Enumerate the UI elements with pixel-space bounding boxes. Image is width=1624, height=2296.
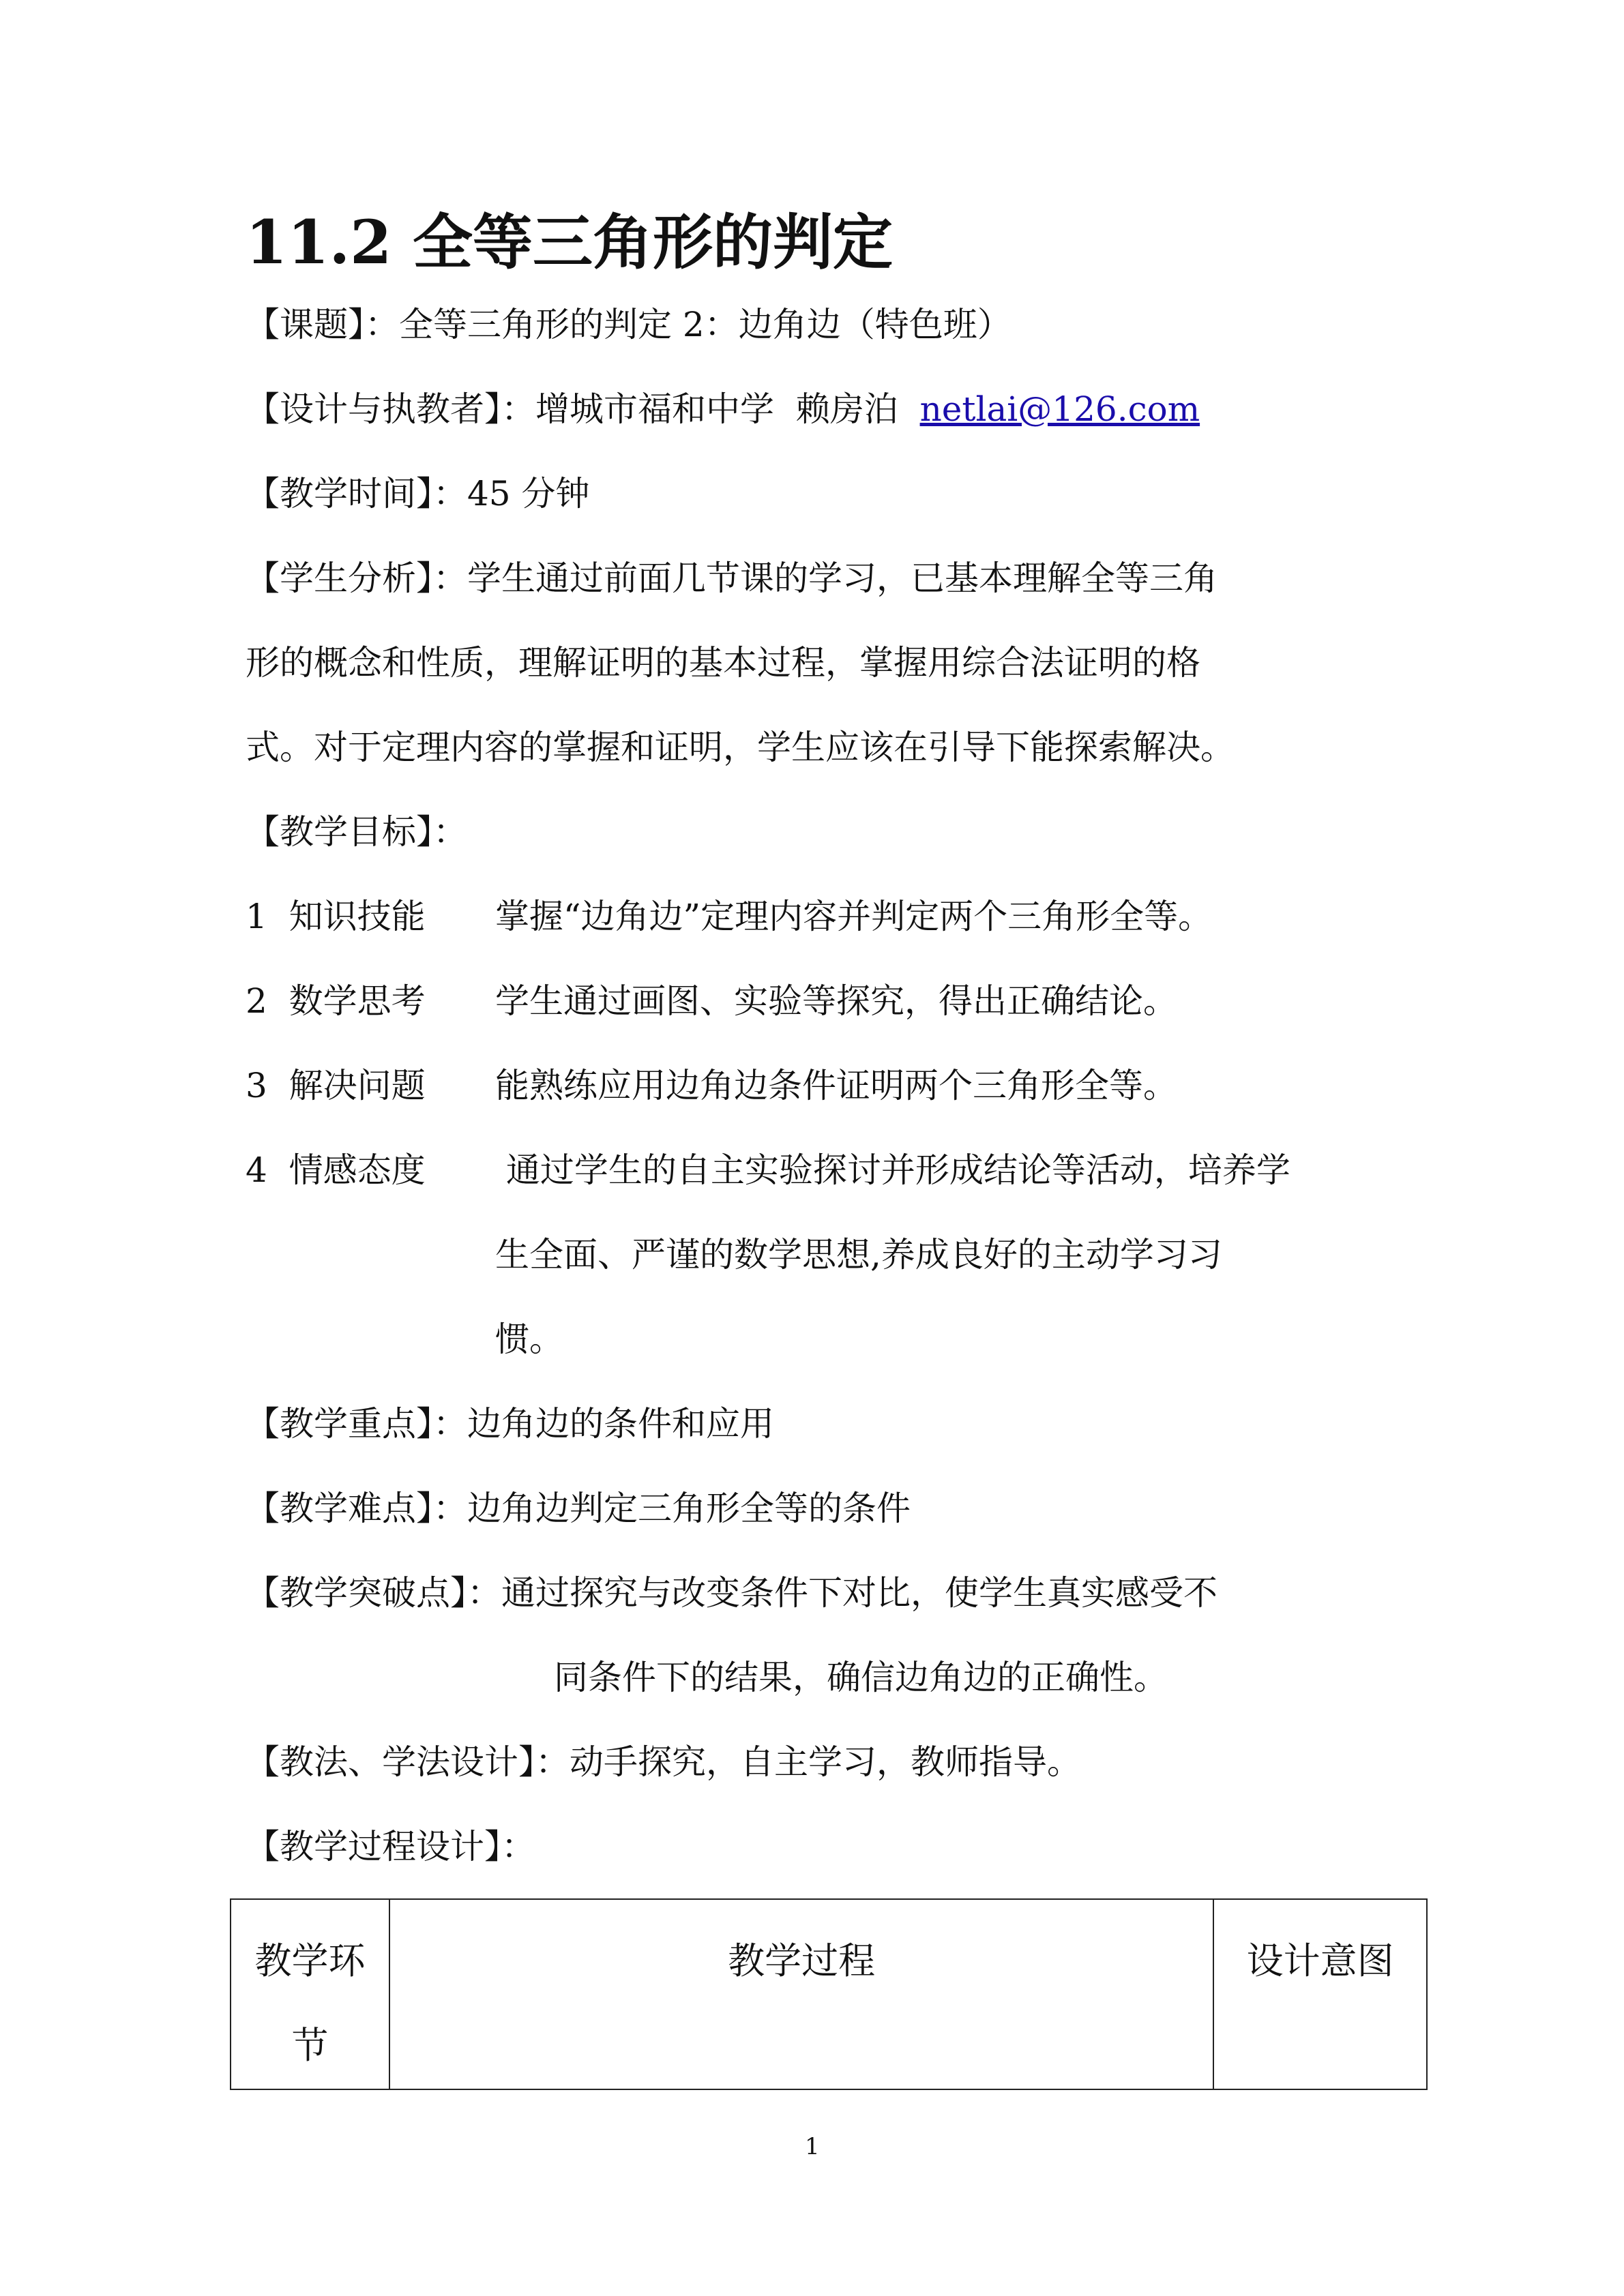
breakthrough-text-1: 通过探究与改变条件下对比，使学生真实感受不	[501, 1573, 1217, 1613]
method-line	[246, 1735, 1081, 1789]
topic-sep: ：	[365, 305, 399, 344]
objective-1-number: 1	[246, 897, 267, 936]
analysis-line-3: 式。对于定理内容的掌握和证明，学生应该在引导下能探索解决。	[246, 728, 1235, 767]
time-value: 45 分钟	[467, 474, 590, 513]
process-table	[230, 1898, 1428, 2090]
method-label: 【教法、学法设计】	[246, 1742, 535, 1782]
objective-3-number: 3	[246, 1066, 267, 1105]
time-line	[246, 466, 590, 521]
table-header-process: 教学过程	[389, 1899, 1213, 2089]
process-heading: 【教学过程设计】：	[246, 1827, 535, 1866]
objective-3-name	[246, 1058, 426, 1113]
breakthrough-label: 【教学突破点】	[246, 1573, 467, 1613]
table-header-intent: 设计意图	[1213, 1899, 1427, 2089]
objective-1-text: 掌握“边角边”定理内容并判定两个三角形全等。	[495, 897, 1213, 936]
designer-label: 【设计与执教者】	[246, 389, 501, 429]
designer-line	[246, 382, 1200, 436]
topic-line	[246, 297, 1012, 352]
objective-1-title: 知识技能	[289, 897, 426, 936]
time-sep: ：	[433, 474, 467, 513]
objective-2-title: 数学思考	[289, 981, 426, 1021]
objective-3-title: 解决问题	[289, 1066, 426, 1105]
method-sep: ：	[535, 1742, 570, 1782]
table-header-stage-line-2: 节	[291, 2024, 329, 2067]
objective-4-number: 4	[246, 1150, 267, 1190]
objective-4-name	[246, 1143, 426, 1197]
analysis-line-2: 形的概念和性质，理解证明的基本过程，掌握用综合法证明的格	[246, 643, 1200, 683]
objective-2-number: 2	[246, 981, 267, 1021]
table-header-stage	[231, 1899, 389, 2089]
difficulty-label: 【教学难点】	[246, 1489, 433, 1528]
key-point-value: 边角边的条件和应用	[467, 1404, 774, 1444]
email-link[interactable]: netlai@126.com	[919, 389, 1200, 429]
analysis-sep: ：	[433, 558, 467, 598]
page-title: 11.2 全等三角形的判定	[246, 207, 893, 278]
table-header-stage-line-1: 教学环	[254, 1939, 366, 1982]
table-row	[231, 1899, 1427, 2089]
page-number: 1	[805, 2133, 820, 2160]
objective-4-text: 通过学生的自主实验探讨并形成结论等活动，培养学	[495, 1150, 1290, 1190]
designer-value: 增城市福和中学 赖房泊	[535, 389, 920, 429]
objective-2-text: 学生通过画图、实验等探究，得出正确结论。	[495, 981, 1177, 1021]
objective-1-name	[246, 889, 426, 944]
key-point-sep: ：	[433, 1404, 467, 1444]
designer-sep: ：	[501, 389, 535, 429]
objective-3-text: 能熟练应用边角边条件证明两个三角形全等。	[495, 1066, 1177, 1105]
topic-value: 全等三角形的判定 2：边角边（特色班）	[399, 305, 1012, 344]
method-value: 动手探究，自主学习，教师指导。	[570, 1742, 1081, 1782]
objectives-heading: 【教学目标】：	[246, 812, 467, 852]
key-point-label: 【教学重点】	[246, 1404, 433, 1444]
objective-2-name	[246, 974, 426, 1028]
analysis-label: 【学生分析】	[246, 558, 433, 598]
difficulty-value: 边角边判定三角形全等的条件	[467, 1489, 911, 1528]
time-label: 【教学时间】	[246, 474, 433, 513]
difficulty-sep: ：	[433, 1489, 467, 1528]
breakthrough-line-1	[246, 1566, 1217, 1620]
objective-4-text-2: 生全面、严谨的数学思想,养成良好的主动学习习	[495, 1235, 1222, 1274]
analysis-text-1: 学生通过前面几节课的学习，已基本理解全等三角	[467, 558, 1217, 598]
key-point-line	[246, 1397, 774, 1451]
breakthrough-sep: ：	[467, 1573, 501, 1613]
topic-label: 【课题】	[246, 305, 365, 344]
difficulty-line	[246, 1481, 911, 1536]
breakthrough-line-2: 同条件下的结果，确信边角边的正确性。	[554, 1658, 1168, 1697]
objective-4-title: 情感态度	[289, 1150, 426, 1190]
objective-4-text-3: 惯。	[495, 1320, 563, 1359]
analysis-line-1	[246, 551, 1217, 606]
